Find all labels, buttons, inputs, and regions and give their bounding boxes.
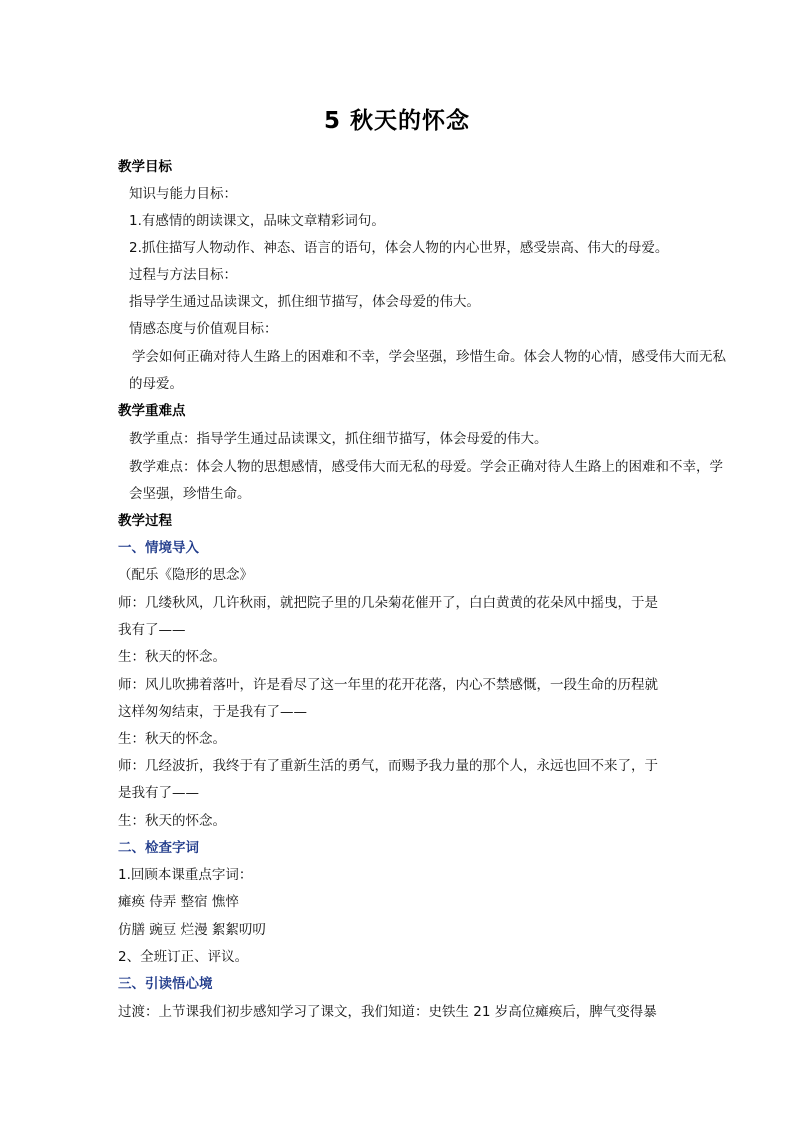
section-2-line: 2、全班订正、评议。 (118, 949, 249, 965)
section-1-line: 是我有了—— (118, 785, 199, 801)
knowledge-item-2: 2.抓住描写人物动作、神态、语言的语句，体会人物的内心世界，感受崇高、伟大的母爱。 (129, 240, 669, 256)
section-3-heading (118, 974, 213, 994)
section-1-number: 一、 (118, 540, 145, 556)
section-1-line: 我有了—— (118, 622, 186, 638)
section-1-line: 生：秋天的怀念。 (118, 649, 226, 665)
section-2-line: 1.回顾本课重点字词： (118, 867, 253, 883)
section-1-line: （配乐《隐形的思念》 (118, 567, 253, 583)
section-1-line: 师：风儿吹拂着落叶，许是看尽了这一年里的花开花落，内心不禁感慨，一段生命的历程就 (118, 677, 658, 693)
keypoints-heading: 教学重难点 (118, 403, 186, 419)
section-2-number: 二、 (118, 840, 145, 856)
process-text: 指导学生通过品读课文，抓住细节描写，体会母爱的伟大。 (129, 294, 480, 310)
section-1-line: 生：秋天的怀念。 (118, 731, 226, 747)
knowledge-item-1: 1.有感情的朗读课文，品味文章精彩词句。 (129, 213, 385, 229)
section-1-line: 师：几经波折，我终于有了重新生活的勇气，而赐予我力量的那个人，永远也回不来了，于 (118, 758, 658, 774)
section-1-line: 生：秋天的怀念。 (118, 813, 226, 829)
emotion-text-line-2: 的母爱。 (129, 376, 183, 392)
teaching-difficulty-line-2: 会坚强，珍惜生命。 (129, 486, 251, 502)
process-heading: 教学过程 (118, 513, 172, 529)
emotion-text-line-1: 学会如何正确对待人生路上的困难和不幸，学会坚强，珍惜生命。体会人物的心情，感受伟大而无私 (132, 349, 726, 365)
section-3-number: 三、 (118, 976, 145, 992)
teaching-difficulty-line-1: 教学难点：体会人物的思想感情，感受伟大而无私的母爱。学会正确对待人生路上的困难和不幸，学 (129, 459, 723, 475)
section-1-line: 这样匆匆结束，于是我有了—— (118, 704, 307, 720)
section-3-line: 过渡：上节课我们初步感知学习了课文，我们知道：史铁生 21 岁高位瘫痪后，脾气变得暴 (118, 1004, 657, 1020)
teaching-focus: 教学重点：指导学生通过品读课文，抓住细节描写，体会母爱的伟大。 (129, 431, 548, 447)
knowledge-label: 知识与能力目标： (129, 186, 237, 202)
document-title: 5 秋天的怀念 (323, 108, 470, 134)
section-2-heading (118, 838, 199, 858)
section-2-line: 瘫痪 侍弄 整宿 憔悴 (118, 894, 239, 910)
objectives-heading: 教学目标 (118, 159, 172, 175)
section-2-name: 检查字词 (145, 840, 199, 856)
section-3-name: 引读悟心境 (145, 976, 213, 992)
section-2-line: 仿膳 豌豆 烂漫 絮絮叨叨 (118, 922, 266, 938)
emotion-label: 情感态度与价值观目标： (129, 321, 278, 337)
section-1-name: 情境导入 (145, 540, 199, 556)
section-1-heading (118, 538, 199, 558)
section-1-line: 师：几缕秋风，几许秋雨，就把院子里的几朵菊花催开了，白白黄黄的花朵风中摇曳，于是 (118, 595, 658, 611)
process-label: 过程与方法目标： (129, 267, 237, 283)
